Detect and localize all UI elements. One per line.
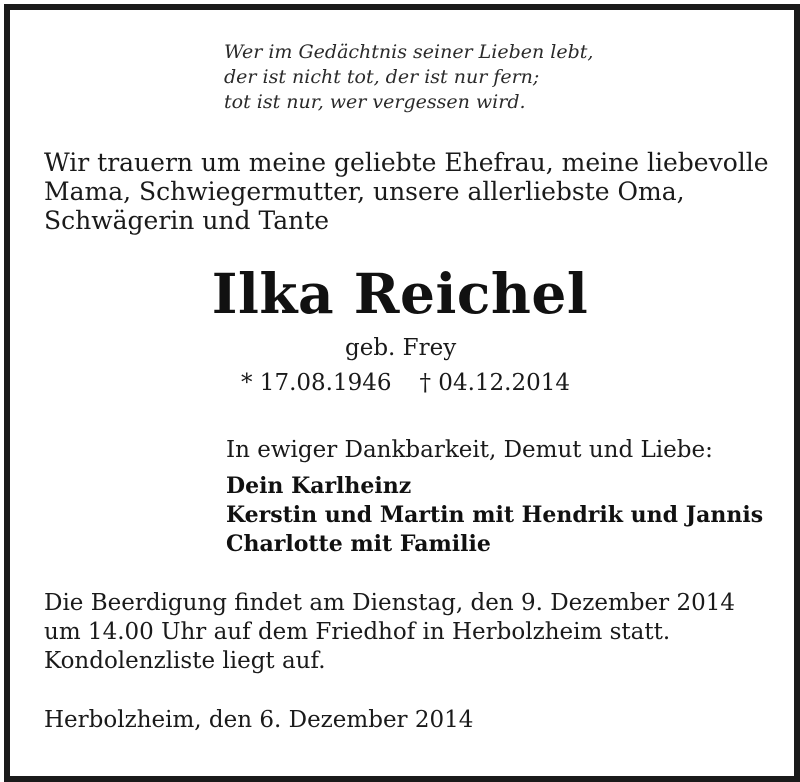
deceased-name: Ilka Reichel — [211, 261, 589, 326]
funeral-line: Kondolenzliste liegt auf. — [44, 648, 326, 674]
maiden-name: geb. Frey — [345, 335, 457, 361]
life-dates — [241, 368, 570, 398]
funeral-notice — [44, 589, 735, 676]
birth-date: * 17.08.1946 — [241, 370, 392, 396]
poem-line: Wer im Gedächtnis seiner Lieben lebt, — [224, 41, 594, 63]
poem-line: tot ist nur, wer vergessen wird. — [224, 91, 526, 113]
gratitude-line: In ewiger Dankbarkeit, Demut und Liebe: — [226, 437, 713, 463]
funeral-line: um 14.00 Uhr auf dem Friedhof in Herbolzheim statt. — [44, 619, 671, 645]
intro-line: Schwägerin und Tante — [44, 206, 330, 235]
mourner-name: Charlotte mit Familie — [226, 531, 491, 557]
mourner-name: Dein Karlheinz — [226, 473, 412, 499]
funeral-line: Die Beerdigung findet am Dienstag, den 9. Dezember 2014 — [44, 590, 735, 616]
death-date: † 04.12.2014 — [419, 370, 570, 396]
place-and-date: Herbolzheim, den 6. Dezember 2014 — [44, 707, 474, 733]
mourners-list — [226, 472, 763, 559]
intro-line: Wir trauern um meine geliebte Ehefrau, meine liebevolle — [44, 148, 769, 177]
mourning-intro — [44, 148, 769, 235]
memorial-poem — [224, 40, 593, 115]
mourner-name: Kerstin und Martin mit Hendrik und Jannis — [226, 502, 764, 528]
poem-line: der ist nicht tot, der ist nur fern; — [224, 66, 540, 88]
intro-line: Mama, Schwiegermutter, unsere allerliebste Oma, — [44, 177, 685, 206]
